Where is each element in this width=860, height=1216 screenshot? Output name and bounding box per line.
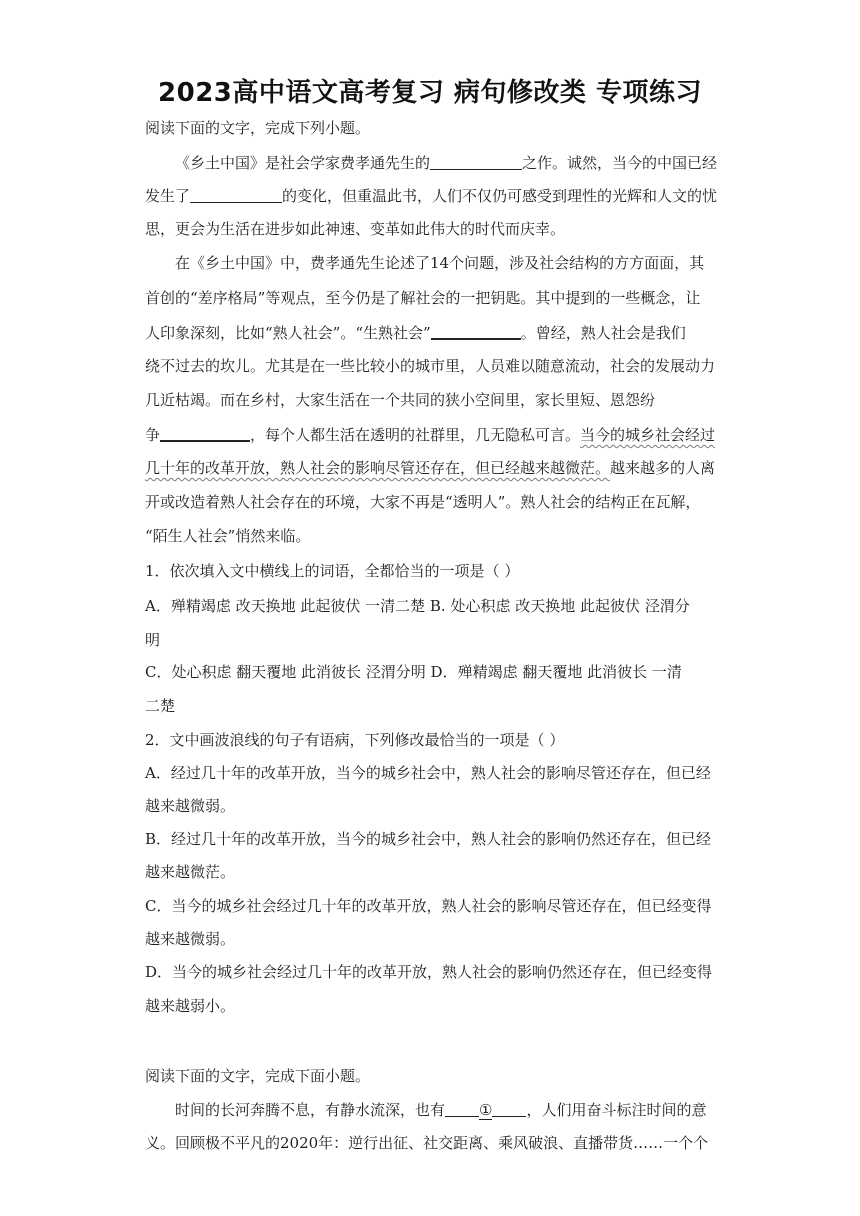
passage-text: 的变化，但重温此书，人们不仅仍可感受到理性的光辉和人文的忧 [282,187,718,205]
passage1-line: 思，更会为生活在进步如此神速、变革如此伟大的时代而庆幸。 [145,220,566,238]
passage-text: 争 [145,426,161,444]
passage-text: ，每个人都生活在透明的社群里，几无隐私可言。 [250,426,581,444]
passage-text: 《乡土中国》是社会学家费孝通先生的 [175,154,431,172]
passage2-line [145,322,686,343]
fill-blank [190,186,282,203]
question-1-options-line: 明 [145,631,161,649]
question-1-options-line: 二楚 [145,697,176,715]
question-2-option-c: C．当今的城乡社会经过几十年的改革开放，熟人社会的影响尽管还存在，但已经变得 [145,897,712,915]
fill-blank [431,322,521,340]
passage2-line: 首创的“差序格局”等观点，至今仍是了解社会的一把钥匙。其中提到的一些概念，让 [145,289,701,307]
passage-text: 时间的长河奔腾不息，有静水流深，也有 [175,1101,446,1119]
passage2-line: 开或改造着熟人社会存在的环境，大家不再是“透明人”。熟人社会的结构正在瓦解， [145,493,701,511]
question-2-option-a-cont: 越来越微弱。 [145,797,236,815]
question-1-options-line: A．殚精竭虑 改天换地 此起彼伏 一清二楚 B. 处心积虑 改天换地 此起彼伏 泾渭分 [145,597,690,615]
question-2-stem: 2．文中画波浪线的句子有语病，下列修改最恰当的一项是（ ） [145,731,565,749]
passage2-line: “陌生人社会”悄然来临。 [145,527,311,545]
question-1-stem: 1．依次填入文中横线上的词语，全都恰当的一项是（ ） [145,562,520,580]
question-2-option-c-cont: 越来越微弱。 [145,930,236,948]
passage-text: 。曾经，熟人社会是我们 [520,324,686,342]
fill-blank [492,1100,526,1117]
passage-text: ，人们用奋斗标注时间的意 [526,1101,707,1119]
wavy-underlined-sentence: 当今的城乡社会经过 [580,426,716,444]
question-2-option-d: D．当今的城乡社会经过几十年的改革开放，熟人社会的影响仍然还存在，但已经变得 [145,963,713,981]
passage-text: 发生了 [145,187,191,205]
question-2-option-d-cont: 越来越弱小。 [145,997,236,1015]
question-2-option-a: A．经过几十年的改革开放，当今的城乡社会中，熟人社会的影响尽管还存在，但已经 [145,764,711,782]
passage3-line [175,1100,706,1120]
passage2-line: 几近枯竭。而在乡村，大家生活在一个共同的狭小空间里，家长里短、恩怨纷 [145,391,656,409]
passage-text: 人印象深刻，比如“熟人社会”。“生熟社会” [145,324,431,342]
section1-instruction: 阅读下面的文字，完成下列小题。 [145,119,371,137]
passage1-line [145,186,717,206]
fill-blank [445,1100,479,1117]
wavy-underlined-sentence: 几十年的改革开放，熟人社会的影响尽管还存在，但已经越来越微茫。 [145,459,611,477]
document-title: 2023高中语文高考复习 病句修改类 专项练习 [158,78,702,108]
blank-marker: ① [479,1101,493,1119]
question-2-option-b: B．经过几十年的改革开放，当今的城乡社会中，熟人社会的影响仍然还存在，但已经 [145,830,712,848]
passage-text: 越来越多的人离 [610,459,716,477]
section2-instruction: 阅读下面的文字，完成下面小题。 [145,1067,371,1085]
question-2-option-b-cont: 越来越微茫。 [145,863,236,881]
passage2-line: 在《乡土中国》中，费孝通先生论述了14个问题，涉及社会结构的方方面面，其 [175,254,705,272]
passage-text: 之作。诚然，当今的中国已经 [522,154,718,172]
fill-blank [430,153,522,170]
passage2-line: 绕不过去的坎儿。尤其是在一些比较小的城市里，人员难以随意流动，社会的发展动力 [145,357,716,375]
passage3-line: 义。回顾极不平凡的2020年：逆行出征、社交距离、乘风破浪、直播带货……一个个 [145,1134,709,1152]
fill-blank [160,424,250,442]
question-1-options-line: C．处心积虑 翻天覆地 此消彼长 泾渭分明 D．殚精竭虑 翻天覆地 此消彼长 一清 [145,663,682,681]
passage2-line [145,458,715,478]
passage2-line [145,424,715,445]
passage1-line [175,153,717,173]
